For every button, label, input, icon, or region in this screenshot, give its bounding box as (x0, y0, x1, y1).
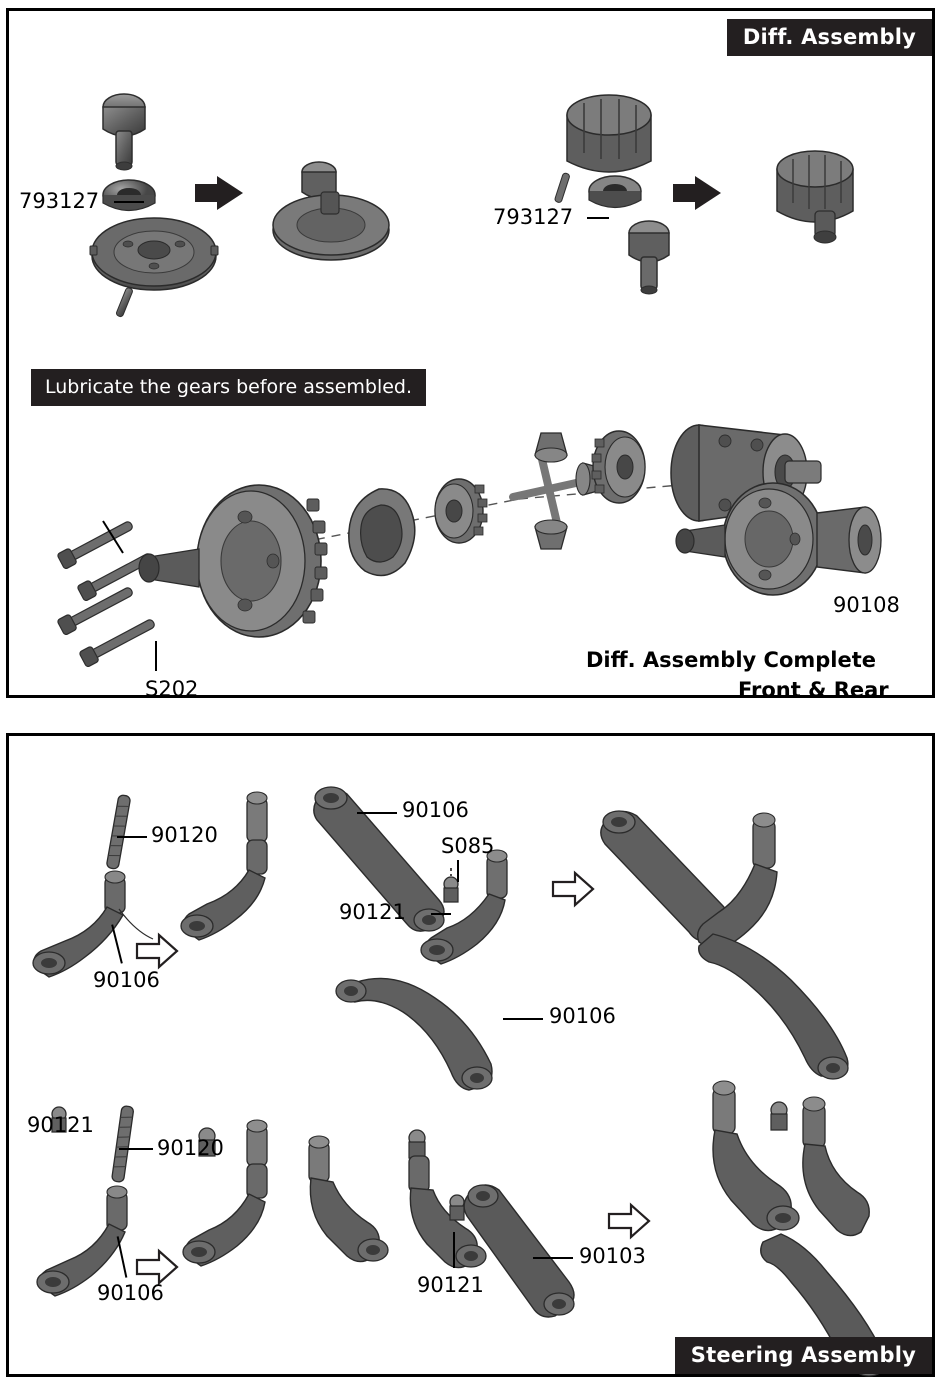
label-diff-complete-line2: Front & Rear (738, 678, 889, 702)
leader-bl-pin (119, 1148, 153, 1150)
diff-complete-art (669, 477, 889, 607)
diff-assembly-panel (6, 8, 935, 702)
steer-arrow-4 (607, 1202, 651, 1240)
steer-arrow-1 (135, 932, 179, 970)
leader-tm-lower-link (503, 1018, 543, 1020)
label-tm-ball: S085 (441, 834, 495, 858)
leader-screws (155, 641, 157, 671)
label-bl-arm: 90106 (97, 1281, 164, 1305)
steer-arrow-2 (551, 870, 595, 908)
diff-assembly-title: Diff. Assembly (727, 19, 932, 56)
label-bearing-left: 793127 (19, 189, 100, 213)
label-bm-post: 90121 (417, 1273, 484, 1297)
label-diff-complete-part: 90108 (833, 593, 900, 617)
leader-tm-ball (457, 860, 459, 882)
label-tm-lower-link: 90106 (549, 1004, 616, 1028)
leader-bm-post (453, 1232, 455, 1268)
leader-bearing-left (114, 201, 144, 203)
assembly-arrow-2 (695, 176, 721, 210)
label-bl-post: 90121 (27, 1113, 94, 1137)
leader-tl-pin (117, 836, 147, 838)
label-tm-link: 90106 (402, 798, 469, 822)
steer-botmid-art (287, 1116, 587, 1366)
leader-bm-link (533, 1257, 573, 1259)
label-bl-pin: 90120 (157, 1136, 224, 1160)
assembly-arrow-1 (217, 176, 243, 210)
steering-assembly-title: Steering Assembly (675, 1337, 932, 1374)
steer-botright-assembled-art (655, 1066, 941, 1366)
leader-tm-post (431, 913, 451, 915)
diff-topleft-assembled-art (271, 146, 411, 276)
label-bearing-right: 793127 (493, 205, 574, 229)
label-tm-post: 90121 (339, 900, 406, 924)
label-bm-link: 90103 (579, 1244, 646, 1268)
leader-bearing-right (587, 217, 609, 219)
label-tl-arm: 90106 (93, 968, 160, 992)
label-screws: S202 (145, 677, 199, 701)
steering-assembly-panel (6, 733, 935, 1377)
diff-topright-assembled-art (759, 141, 899, 261)
leader-tm-link (357, 812, 397, 814)
steer-topright-assembled-art (595, 776, 895, 1066)
label-tl-pin: 90120 (151, 823, 218, 847)
lubricate-note: Lubricate the gears before assembled. (31, 369, 426, 406)
diff-topright-exploded-art (539, 81, 759, 311)
label-diff-complete-line1: Diff. Assembly Complete (586, 648, 877, 672)
